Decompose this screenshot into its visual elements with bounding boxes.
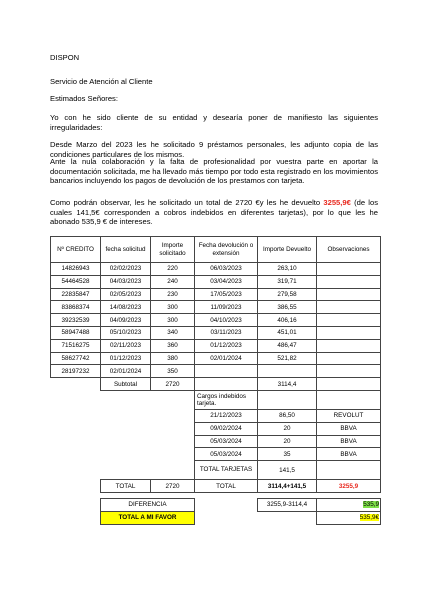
- total-label: TOTAL: [101, 480, 151, 493]
- loan-credito: 22835847: [51, 288, 101, 301]
- loan-credito: 39232539: [51, 314, 101, 327]
- header-credito: Nº CREDITO: [51, 237, 101, 263]
- subtotal-label: Subtotal: [101, 378, 151, 391]
- diferencia-row: [51, 498, 381, 511]
- diferencia-value: 535,9: [363, 501, 379, 509]
- loan-devolucion: 02/01/2024: [195, 352, 258, 365]
- cargo-importe: 20: [258, 435, 317, 448]
- loan-importe: 300: [151, 301, 195, 314]
- loan-credito: 58947488: [51, 326, 101, 339]
- loan-importe: 220: [151, 263, 195, 276]
- loan-row: [51, 301, 381, 314]
- cargo-fecha: 05/03/2024: [195, 435, 258, 448]
- cargo-importe: 35: [258, 448, 317, 461]
- cargo-empty-cell: [151, 435, 195, 448]
- loan-observaciones: [317, 352, 381, 365]
- subtotal-importe: 2720: [151, 378, 195, 391]
- header-devuelto: Importe Devuelto: [258, 237, 317, 263]
- loan-observaciones: [317, 263, 381, 276]
- department: Servicio de Atención al Cliente: [50, 77, 153, 86]
- loan-devuelto: 486,47: [258, 339, 317, 352]
- cargo-empty-cell: [101, 435, 151, 448]
- loan-devuelto: 521,82: [258, 352, 317, 365]
- paragraph-4-a: Como podrán observar, les he solicitado un total de 2720 €y les he devuelto: [50, 198, 324, 207]
- cargo-observaciones: REVOLUT: [317, 409, 381, 422]
- cargo-empty-cell: [101, 448, 151, 461]
- loan-devolucion: 03/11/2023: [195, 326, 258, 339]
- loan-fecha: 04/09/2023: [101, 314, 151, 327]
- loan-row: [51, 314, 381, 327]
- loan-observaciones: [317, 365, 381, 378]
- loan-importe: 240: [151, 275, 195, 288]
- loan-row: [51, 263, 381, 276]
- loan-importe: 340: [151, 326, 195, 339]
- header-importe: Importe solicitado: [151, 237, 195, 263]
- loan-observaciones: [317, 301, 381, 314]
- total-observaciones: 3255,9: [317, 480, 381, 493]
- subtotal-devuelto: 3114,4: [258, 378, 317, 391]
- table-header-row: [51, 237, 381, 263]
- loan-fecha: 02/05/2023: [101, 288, 151, 301]
- loan-devuelto: 386,55: [258, 301, 317, 314]
- company-name: DISPON: [50, 53, 80, 62]
- paragraph-2: Desde Marzo del 2023 les he solicitado 9 préstamos personales, les adjunto copia de las condiciones particulares de los mismos.: [50, 140, 378, 159]
- total-tarjetas-value: 141,5: [258, 461, 317, 480]
- loan-observaciones: [317, 326, 381, 339]
- diferencia-calc: 3255,9-3114,4: [258, 498, 317, 511]
- loan-fecha: 02/01/2024: [101, 365, 151, 378]
- loan-observaciones: [317, 314, 381, 327]
- loan-devolucion: 17/05/2023: [195, 288, 258, 301]
- loan-devolucion: 03/04/2023: [195, 275, 258, 288]
- loan-row: [51, 339, 381, 352]
- loan-fecha: 04/03/2023: [101, 275, 151, 288]
- cargo-row: [51, 409, 381, 422]
- loan-row: [51, 352, 381, 365]
- cargos-label-row: [51, 390, 381, 409]
- cargo-observaciones: BBVA: [317, 448, 381, 461]
- loan-importe: 350: [151, 365, 195, 378]
- cargo-fecha: 09/02/2024: [195, 422, 258, 435]
- cargo-fecha: 05/03/2024: [195, 448, 258, 461]
- favor-value-cell: [317, 511, 381, 524]
- loan-devolucion: 06/03/2023: [195, 263, 258, 276]
- diferencia-label: DIFERENCIA: [101, 498, 195, 511]
- loan-row: [51, 326, 381, 339]
- loan-devuelto: 319,71: [258, 275, 317, 288]
- loan-devuelto: 263,10: [258, 263, 317, 276]
- paragraph-4-highlight: 3255,9€: [323, 198, 351, 207]
- loan-devuelto: 279,58: [258, 288, 317, 301]
- loan-devuelto: 406,16: [258, 314, 317, 327]
- cargo-empty-cell: [51, 435, 101, 448]
- loan-observaciones: [317, 339, 381, 352]
- cargo-importe: 20: [258, 422, 317, 435]
- loan-observaciones: [317, 288, 381, 301]
- loan-devolucion: 04/10/2023: [195, 314, 258, 327]
- cargo-row: [51, 448, 381, 461]
- cargo-observaciones: BBVA: [317, 435, 381, 448]
- total-devuelto: 3114,4+141,5: [258, 480, 317, 493]
- loan-devuelto: 451,01: [258, 326, 317, 339]
- favor-value: 535,9€: [359, 514, 379, 522]
- paragraph-3: Ante la nula colaboración y la falta de profesionalidad por vuestra parte en aportar la documentación solicitada, me ha llevado más tiempo por todo esta registrado en los movimientos bancarios incluyendo los pagos de devolución de los prestamos con tarjeta.: [50, 157, 378, 186]
- cargo-empty-cell: [51, 448, 101, 461]
- favor-row: [51, 511, 381, 524]
- header-devolucion: Fecha devolución o extensión: [195, 237, 258, 263]
- cargo-row: [51, 422, 381, 435]
- cargo-empty-cell: [151, 448, 195, 461]
- loan-fecha: 02/02/2023: [101, 263, 151, 276]
- cargo-row: [51, 435, 381, 448]
- loan-credito: 28197232: [51, 365, 101, 378]
- loan-devolucion: 11/09/2023: [195, 301, 258, 314]
- loan-fecha: 01/12/2023: [101, 352, 151, 365]
- loan-row: [51, 288, 381, 301]
- header-fecha: fecha solicitud: [101, 237, 151, 263]
- loan-devolucion: [195, 365, 258, 378]
- loan-importe: 230: [151, 288, 195, 301]
- loan-credito: 54464528: [51, 275, 101, 288]
- cargo-empty-cell: [51, 422, 101, 435]
- paragraph-4-b: (de los cuales 141,5€ corresponden a cobros indebidos en diferentes tarjetas), por lo que les he abonado 535,9 € de intereses.: [50, 198, 378, 227]
- loan-row: [51, 365, 381, 378]
- loan-fecha: 14/08/2023: [101, 301, 151, 314]
- loan-credito: 71516275: [51, 339, 101, 352]
- cargos-label: Cargos indebidos tarjeta.: [195, 390, 258, 409]
- cargo-empty-cell: [151, 422, 195, 435]
- loan-observaciones: [317, 275, 381, 288]
- total-row: [51, 480, 381, 493]
- diferencia-value-cell: [317, 498, 381, 511]
- total-importe: 2720: [151, 480, 195, 493]
- loan-credito: 83868374: [51, 301, 101, 314]
- loan-credito: 14826943: [51, 263, 101, 276]
- loan-importe: 380: [151, 352, 195, 365]
- greeting: Estimados Señores:: [50, 94, 118, 103]
- paragraph-4: [50, 198, 378, 227]
- paragraph-1: Yo con he sido cliente de su entidad y desearía poner de manifiesto las siguientes irregularidades:: [50, 113, 378, 132]
- cargo-empty-cell: [51, 409, 101, 422]
- loan-credito: 58627742: [51, 352, 101, 365]
- total-label-2: TOTAL: [195, 480, 258, 493]
- cargo-empty-cell: [151, 409, 195, 422]
- loans-table: [50, 236, 381, 525]
- loan-importe: 300: [151, 314, 195, 327]
- favor-label: TOTAL A MI FAVOR: [101, 511, 195, 524]
- subtotal-row: [51, 378, 381, 391]
- loan-devolucion: 01/12/2023: [195, 339, 258, 352]
- cargo-importe: 86,50: [258, 409, 317, 422]
- cargo-fecha: 21/12/2023: [195, 409, 258, 422]
- header-observaciones: Observaciones: [317, 237, 381, 263]
- total-tarjetas-row: [51, 461, 381, 480]
- cargo-empty-cell: [101, 409, 151, 422]
- total-tarjetas-label: TOTAL TARJETAS: [195, 461, 258, 480]
- cargo-empty-cell: [101, 422, 151, 435]
- loan-fecha: 02/11/2023: [101, 339, 151, 352]
- cargo-observaciones: BBVA: [317, 422, 381, 435]
- loan-importe: 360: [151, 339, 195, 352]
- loan-row: [51, 275, 381, 288]
- loan-fecha: 05/10/2023: [101, 326, 151, 339]
- loan-devuelto: [258, 365, 317, 378]
